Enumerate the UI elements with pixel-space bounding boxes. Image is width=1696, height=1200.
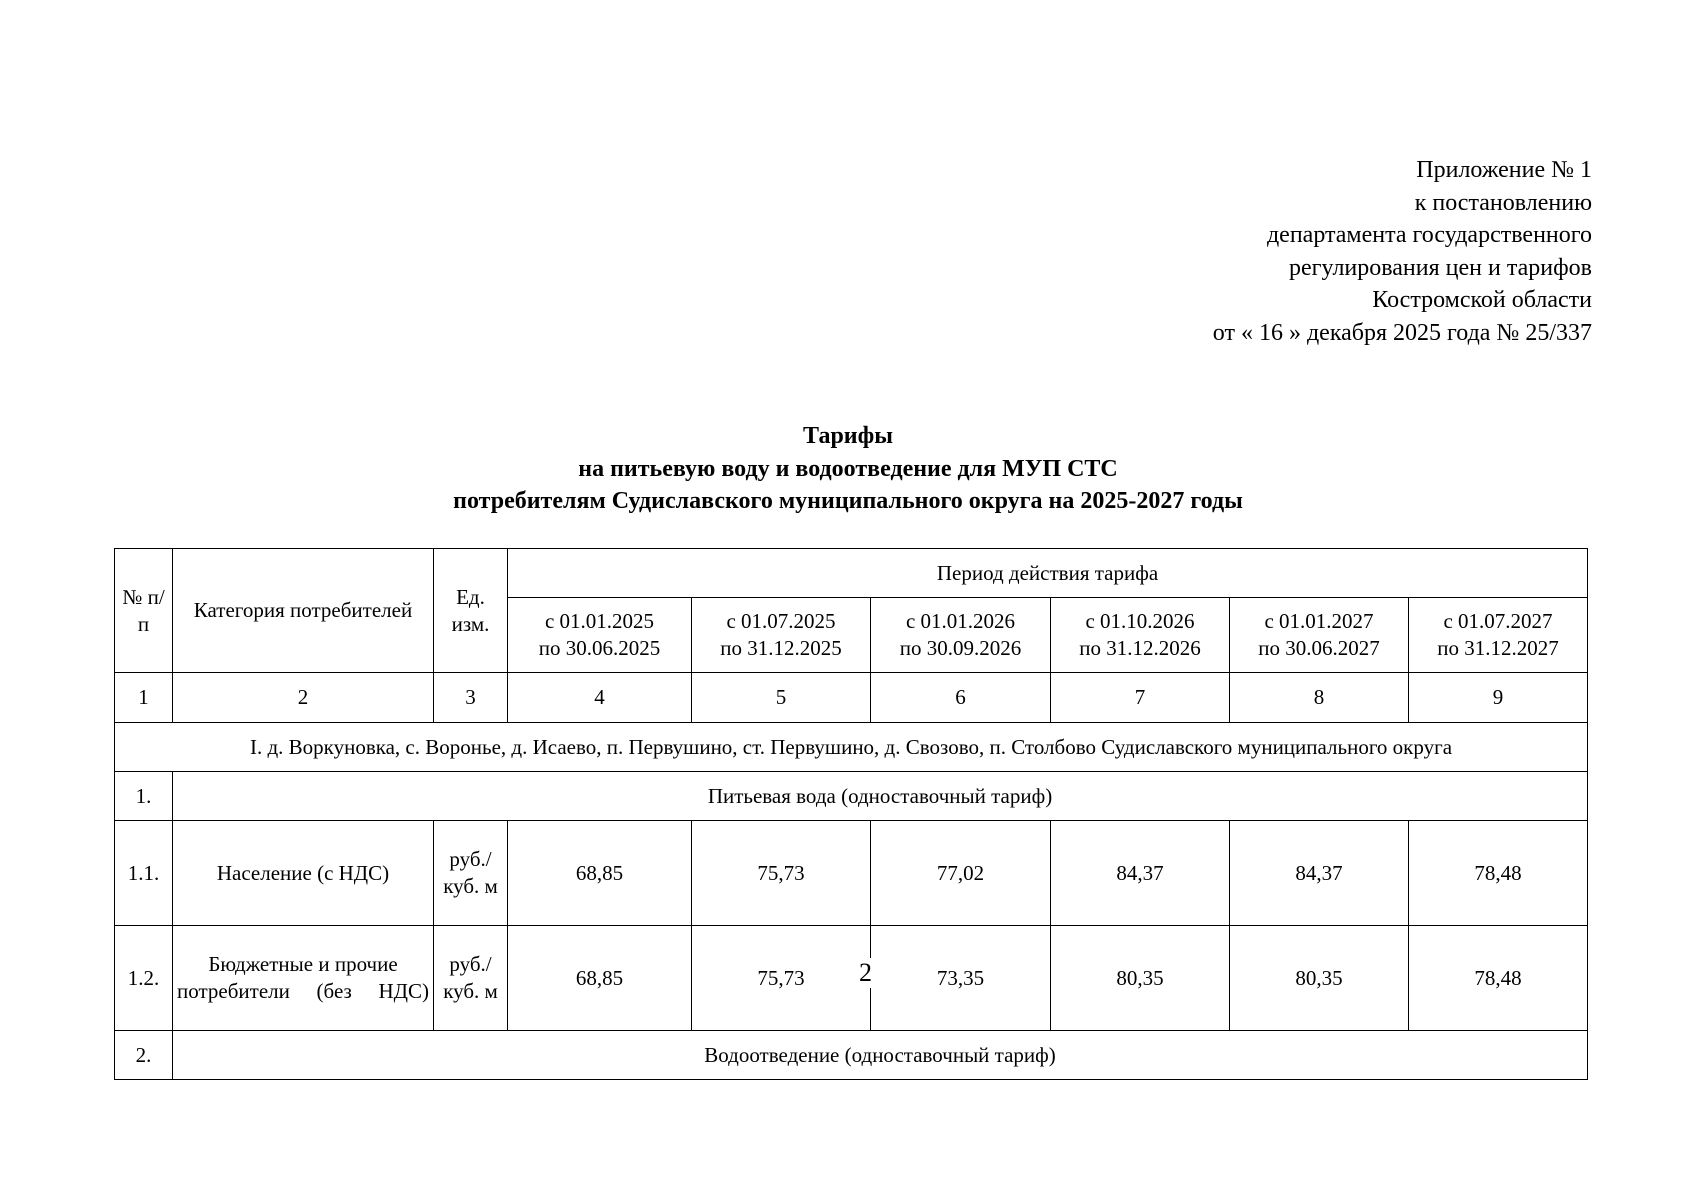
- column-number: 5: [692, 673, 871, 723]
- title-line: на питьевую воду и водоотведение для МУП СТС: [578, 455, 1118, 482]
- group-num: 2.: [115, 1031, 173, 1080]
- column-number: 2: [173, 673, 434, 723]
- appendix-block: [1213, 154, 1592, 349]
- header-period-4: с 01.10.2026 по 31.12.2026: [1051, 598, 1230, 673]
- appendix-line: департамента государственного: [1266, 222, 1592, 248]
- column-number: 7: [1051, 673, 1230, 723]
- row-value: 84,37: [1230, 821, 1409, 926]
- header-category: Категория потребителей: [173, 549, 434, 673]
- row-value: 75,73: [692, 926, 871, 1031]
- header-period-1: с 01.01.2025 по 30.06.2025: [508, 598, 692, 673]
- column-number: 3: [434, 673, 508, 723]
- row-value: 78,48: [1409, 926, 1588, 1031]
- header-period-3: с 01.01.2026 по 30.09.2026: [871, 598, 1051, 673]
- row-value: 80,35: [1051, 926, 1230, 1031]
- group-label: Питьевая вода (одноставочный тариф): [173, 772, 1588, 821]
- group-num: 1.: [115, 772, 173, 821]
- column-number: 8: [1230, 673, 1409, 723]
- table-row: [115, 926, 1588, 1031]
- document-title: [0, 420, 1696, 518]
- row-value: 77,02: [871, 821, 1051, 926]
- header-num: № п/п: [115, 549, 173, 673]
- table-row: [115, 821, 1588, 926]
- column-number-row: [115, 673, 1588, 723]
- group-row-drinking-water: [115, 772, 1588, 821]
- appendix-line: к постановлению: [1414, 189, 1592, 216]
- appendix-line: регулирования цен и тарифов: [1289, 254, 1592, 281]
- row-value: 68,85: [508, 821, 692, 926]
- row-value: 73,35: [871, 926, 1051, 1031]
- row-num: 1.1.: [115, 821, 173, 926]
- group-row-wastewater: [115, 1031, 1588, 1080]
- header-unit: Ед. изм.: [434, 549, 508, 673]
- column-number: 9: [1409, 673, 1588, 723]
- row-value: 78,48: [1409, 821, 1588, 926]
- appendix-line: Приложение № 1: [1416, 157, 1592, 183]
- tariff-table: [114, 548, 1588, 1080]
- group-label: Водоотведение (одноставочный тариф): [173, 1031, 1588, 1080]
- row-category: Бюджетные и прочие потребители (без НДС): [173, 926, 434, 1031]
- row-unit: руб./ куб. м: [434, 821, 508, 926]
- title-line: потребителям Судиславского муниципального округа на 2025-2027 годы: [453, 488, 1243, 514]
- row-value: 84,37: [1051, 821, 1230, 926]
- header-period: Период действия тарифа: [508, 549, 1588, 598]
- row-value: 75,73: [692, 821, 871, 926]
- column-number: 1: [115, 673, 173, 723]
- header-period-5: с 01.01.2027 по 30.06.2027: [1230, 598, 1409, 673]
- row-unit: руб./ куб. м: [434, 926, 508, 1031]
- header-period-2: с 01.07.2025 по 31.12.2025: [692, 598, 871, 673]
- appendix-line: Костромской области: [1372, 287, 1592, 313]
- appendix-line: от « 16 » декабря 2025 года № 25/337: [1212, 319, 1592, 346]
- header-period-6: с 01.07.2027 по 31.12.2027: [1409, 598, 1588, 673]
- row-category: Население (с НДС): [173, 821, 434, 926]
- column-number: 6: [871, 673, 1051, 723]
- column-number: 4: [508, 673, 692, 723]
- section-heading: I. д. Воркуновка, с. Воронье, д. Исаево, п. Первушино, ст. Первушино, д. Свозово, п. Столбово Судиславского муниципального округа: [115, 723, 1588, 772]
- title-line: Тарифы: [803, 423, 893, 449]
- row-num: 1.2.: [115, 926, 173, 1031]
- row-value: 68,85: [508, 926, 692, 1031]
- page-number: 2: [853, 958, 878, 988]
- row-value: 80,35: [1230, 926, 1409, 1031]
